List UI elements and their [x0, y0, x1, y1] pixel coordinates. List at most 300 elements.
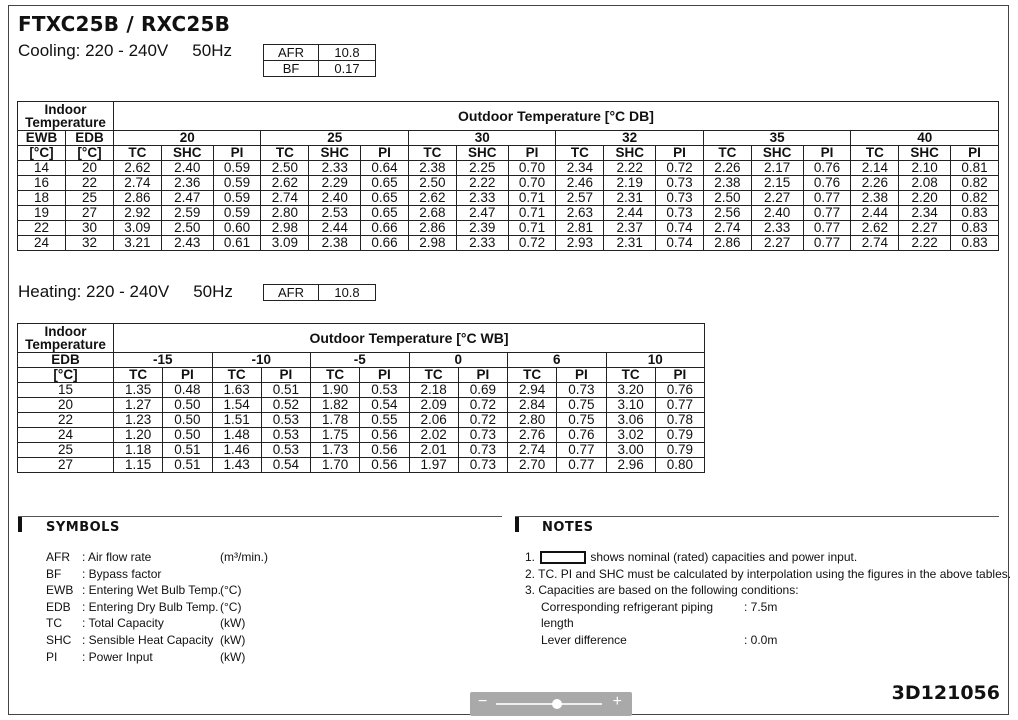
- edb-cell: 20: [66, 161, 114, 176]
- note-3: [525, 582, 1011, 599]
- heating-frequency: 50Hz: [193, 282, 233, 301]
- value-cell: 2.08: [899, 176, 951, 191]
- ewb-cell: 22: [18, 221, 66, 236]
- value-cell: 0.73: [458, 428, 507, 443]
- value-cell: 0.50: [163, 413, 212, 428]
- note-1: [525, 549, 1011, 566]
- value-cell: 0.54: [360, 398, 409, 413]
- cooling-subcol-shc: SHC: [161, 146, 213, 161]
- cooling-subcol-shc: SHC: [751, 146, 803, 161]
- value-cell: 2.20: [899, 191, 951, 206]
- table-row: [18, 413, 705, 428]
- heating-outdoor-temp-3: 0: [409, 353, 508, 368]
- symbol-item: [46, 649, 268, 666]
- note-1-text: shows nominal (rated) capacities and power input.: [590, 550, 858, 564]
- value-cell: 1.20: [114, 428, 163, 443]
- value-cell: 1.97: [409, 458, 458, 473]
- value-cell: 1.46: [212, 443, 261, 458]
- symbol-unit: (kW): [220, 632, 246, 647]
- heating-outdoor-temp-4: 6: [508, 353, 607, 368]
- value-cell: 2.62: [114, 161, 162, 176]
- value-cell: 3.21: [114, 236, 162, 251]
- value-cell: 2.56: [703, 206, 751, 221]
- heating-afr-value: 10.8: [319, 285, 376, 301]
- value-cell: 2.34: [556, 161, 604, 176]
- symbols-rule: [18, 516, 502, 517]
- value-cell: 2.27: [899, 221, 951, 236]
- value-cell: 0.77: [557, 458, 606, 473]
- heating-subcol-pi: PI: [360, 368, 409, 383]
- nominal-box-icon: [540, 551, 586, 564]
- value-cell: 1.35: [114, 383, 163, 398]
- value-cell: 2.25: [456, 161, 508, 176]
- heating-subcol-pi: PI: [163, 368, 212, 383]
- value-cell: 2.98: [408, 236, 456, 251]
- note-2-text: TC. PI and SHC must be calculated by interpolation using the figures in the above tables.: [538, 566, 1012, 581]
- condition-piping-label: Corresponding refrigerant piping length: [541, 599, 714, 631]
- value-cell: 3.06: [606, 413, 655, 428]
- edb-cell: 22: [18, 413, 114, 428]
- value-cell: 0.72: [458, 398, 507, 413]
- notes-list: [525, 549, 1011, 649]
- symbol-desc: : Sensible Heat Capacity: [82, 632, 214, 647]
- value-cell: 0.74: [656, 221, 704, 236]
- value-cell: 0.55: [360, 413, 409, 428]
- value-cell: 2.01: [409, 443, 458, 458]
- cooling-subcol-tc: TC: [114, 146, 162, 161]
- value-cell: 0.71: [508, 221, 556, 236]
- value-cell: 2.40: [309, 191, 361, 206]
- value-cell: 1.75: [311, 428, 360, 443]
- value-cell: 0.50: [163, 428, 212, 443]
- value-cell: 0.66: [361, 221, 409, 236]
- value-cell: 0.64: [361, 161, 409, 176]
- value-cell: 2.44: [604, 206, 656, 221]
- symbol-item: [46, 549, 268, 566]
- symbols-title: SYMBOLS: [46, 520, 120, 535]
- symbol-abbr: TC: [46, 616, 62, 631]
- value-cell: 3.00: [606, 443, 655, 458]
- note-2: [525, 566, 1011, 583]
- value-cell: 0.59: [213, 206, 261, 221]
- value-cell: 2.76: [508, 428, 557, 443]
- cooling-outdoor-header: Outdoor Temperature [°C DB]: [114, 102, 999, 131]
- value-cell: 0.51: [163, 443, 212, 458]
- value-cell: 2.74: [508, 443, 557, 458]
- note-3-text: Capacities are based on the following conditions:: [538, 583, 799, 598]
- edb-cell: 27: [18, 458, 114, 473]
- value-cell: 0.76: [557, 428, 606, 443]
- heating-afr-table: [263, 284, 376, 301]
- heating-subcol-tc: TC: [311, 368, 360, 383]
- edb-header: EDB: [66, 131, 114, 146]
- cooling-subcol-pi: PI: [361, 146, 409, 161]
- value-cell: 2.74: [114, 176, 162, 191]
- symbol-desc: : Entering Wet Bulb Temp.: [82, 583, 221, 598]
- value-cell: 2.38: [309, 236, 361, 251]
- cooling-outdoor-temp-2: 30: [408, 131, 555, 146]
- value-cell: 2.33: [456, 236, 508, 251]
- value-cell: 2.50: [408, 176, 456, 191]
- cooling-subcol-pi: PI: [803, 146, 851, 161]
- notes-marker: [515, 516, 519, 532]
- symbols-marker: [18, 516, 22, 532]
- edb-cell: 27: [66, 206, 114, 221]
- value-cell: 2.74: [261, 191, 309, 206]
- afr-value: 10.8: [319, 45, 376, 61]
- cooling-outdoor-temp-3: 32: [556, 131, 703, 146]
- value-cell: 3.09: [114, 221, 162, 236]
- cooling-subcol-shc: SHC: [604, 146, 656, 161]
- symbol-unit: (°C): [220, 599, 242, 614]
- value-cell: 2.86: [703, 236, 751, 251]
- symbol-desc: : Total Capacity: [82, 616, 164, 631]
- cooling-afr-bf-table: [263, 44, 376, 77]
- value-cell: 0.80: [655, 458, 704, 473]
- ewb-cell: 18: [18, 191, 66, 206]
- value-cell: 2.33: [456, 191, 508, 206]
- zoom-slider-handle[interactable]: [552, 699, 562, 709]
- heating-outdoor-temp-1: -10: [212, 353, 311, 368]
- value-cell: 1.27: [114, 398, 163, 413]
- value-cell: 2.38: [851, 191, 899, 206]
- note-1-number: 1.: [525, 550, 536, 564]
- value-cell: 0.71: [508, 191, 556, 206]
- ewb-header: EWB: [18, 131, 66, 146]
- cooling-capacity-table: [17, 101, 999, 251]
- zoom-in-button[interactable]: +: [612, 693, 622, 710]
- value-cell: 2.09: [409, 398, 458, 413]
- value-cell: 1.51: [212, 413, 261, 428]
- value-cell: 2.26: [703, 161, 751, 176]
- cooling-voltage: Cooling: 220 - 240V: [18, 41, 169, 60]
- bf-label: BF: [264, 61, 319, 77]
- value-cell: 2.27: [751, 236, 803, 251]
- heating-edb-header: EDB: [18, 353, 114, 368]
- symbol-unit: (kW): [220, 649, 246, 664]
- value-cell: 2.22: [899, 236, 951, 251]
- value-cell: 0.75: [557, 398, 606, 413]
- value-cell: 2.34: [899, 206, 951, 221]
- value-cell: 2.27: [751, 191, 803, 206]
- symbol-desc: : Air flow rate: [82, 550, 152, 564]
- value-cell: 0.53: [261, 413, 310, 428]
- value-cell: 2.33: [751, 221, 803, 236]
- value-cell: 1.15: [114, 458, 163, 473]
- value-cell: 2.57: [556, 191, 604, 206]
- value-cell: 2.37: [604, 221, 656, 236]
- edb-cell: 24: [18, 428, 114, 443]
- condition-level-label: Lever difference: [541, 632, 627, 647]
- value-cell: 1.18: [114, 443, 163, 458]
- symbol-item: [46, 582, 268, 599]
- value-cell: 2.59: [161, 206, 213, 221]
- cooling-subcol-shc: SHC: [309, 146, 361, 161]
- value-cell: 1.23: [114, 413, 163, 428]
- cooling-subcol-tc: TC: [556, 146, 604, 161]
- heating-outdoor-temp-0: -15: [114, 353, 213, 368]
- ewb-cell: 16: [18, 176, 66, 191]
- edb-cell: 30: [66, 221, 114, 236]
- cooling-subcol-pi: PI: [213, 146, 261, 161]
- value-cell: 2.39: [456, 221, 508, 236]
- value-cell: 0.65: [361, 191, 409, 206]
- value-cell: 0.77: [803, 236, 851, 251]
- heating-subcol-pi: PI: [655, 368, 704, 383]
- heating-subcol-tc: TC: [212, 368, 261, 383]
- value-cell: 2.53: [309, 206, 361, 221]
- value-cell: 3.20: [606, 383, 655, 398]
- edb-cell: 15: [18, 383, 114, 398]
- edb-cell: 25: [66, 191, 114, 206]
- value-cell: 2.62: [851, 221, 899, 236]
- symbol-unit: (°C): [220, 583, 242, 598]
- cooling-outdoor-temp-4: 35: [703, 131, 850, 146]
- value-cell: 1.54: [212, 398, 261, 413]
- value-cell: 0.77: [557, 443, 606, 458]
- symbol-item: [46, 615, 268, 632]
- notes-rule: [515, 516, 999, 517]
- symbol-unit: (m³/min.): [220, 550, 268, 564]
- value-cell: 0.73: [656, 191, 704, 206]
- value-cell: 0.73: [656, 176, 704, 191]
- heating-outdoor-header: Outdoor Temperature [°C WB]: [114, 324, 705, 353]
- value-cell: 2.47: [161, 191, 213, 206]
- value-cell: 2.68: [408, 206, 456, 221]
- value-cell: 2.44: [851, 206, 899, 221]
- cooling-subcol-shc: SHC: [456, 146, 508, 161]
- value-cell: 0.73: [557, 383, 606, 398]
- value-cell: 0.59: [213, 191, 261, 206]
- value-cell: 0.66: [361, 236, 409, 251]
- cooling-outdoor-temp-0: 20: [114, 131, 261, 146]
- value-cell: 0.77: [803, 191, 851, 206]
- table-row: [18, 398, 705, 413]
- value-cell: 0.65: [361, 176, 409, 191]
- value-cell: 2.19: [604, 176, 656, 191]
- value-cell: 2.74: [851, 236, 899, 251]
- value-cell: 2.38: [408, 161, 456, 176]
- symbol-abbr: AFR: [46, 550, 70, 564]
- value-cell: 2.26: [851, 176, 899, 191]
- heating-indoor-header: Indoor Temperature: [18, 324, 114, 353]
- edb-cell: 20: [18, 398, 114, 413]
- table-row: [18, 236, 999, 251]
- value-cell: 2.22: [604, 161, 656, 176]
- bf-value: 0.17: [319, 61, 376, 77]
- value-cell: 0.61: [213, 236, 261, 251]
- cooling-indoor-header: Indoor Temperature: [18, 102, 114, 131]
- value-cell: 2.62: [261, 176, 309, 191]
- heating-voltage: Heating: 220 - 240V: [18, 282, 170, 301]
- symbol-abbr: EWB: [46, 583, 74, 598]
- value-cell: 2.93: [556, 236, 604, 251]
- heating-subcol-tc: TC: [409, 368, 458, 383]
- table-row: [18, 176, 999, 191]
- heating-subcol-pi: PI: [458, 368, 507, 383]
- table-row: [18, 161, 999, 176]
- value-cell: 2.10: [899, 161, 951, 176]
- value-cell: 0.74: [656, 236, 704, 251]
- table-row: [18, 206, 999, 221]
- value-cell: 1.63: [212, 383, 261, 398]
- ewb-cell: 19: [18, 206, 66, 221]
- zoom-out-button[interactable]: −: [478, 693, 488, 710]
- heating-edb-unit: [°C]: [18, 368, 114, 383]
- symbol-abbr: PI: [46, 649, 58, 664]
- value-cell: 0.48: [163, 383, 212, 398]
- value-cell: 2.38: [703, 176, 751, 191]
- value-cell: 0.76: [803, 161, 851, 176]
- heating-subcol-pi: PI: [557, 368, 606, 383]
- afr-label: AFR: [264, 45, 319, 61]
- value-cell: 0.76: [655, 383, 704, 398]
- cooling-subcol-tc: TC: [703, 146, 751, 161]
- cooling-subcol-tc: TC: [851, 146, 899, 161]
- value-cell: 0.51: [261, 383, 310, 398]
- condition-level-value: : 0.0m: [744, 632, 778, 647]
- heating-subcol-pi: PI: [261, 368, 310, 383]
- table-row: [18, 443, 705, 458]
- table-row: [18, 221, 999, 236]
- value-cell: 0.79: [655, 443, 704, 458]
- value-cell: 0.56: [360, 428, 409, 443]
- value-cell: 1.78: [311, 413, 360, 428]
- heating-capacity-table: [17, 323, 705, 473]
- value-cell: 2.98: [261, 221, 309, 236]
- value-cell: 0.78: [655, 413, 704, 428]
- condition-piping-value: : 7.5m: [744, 599, 778, 614]
- value-cell: 2.74: [703, 221, 751, 236]
- value-cell: 0.77: [803, 206, 851, 221]
- cooling-outdoor-temp-1: 25: [261, 131, 408, 146]
- value-cell: 2.62: [408, 191, 456, 206]
- value-cell: 0.79: [655, 428, 704, 443]
- value-cell: 0.56: [360, 458, 409, 473]
- value-cell: 2.17: [751, 161, 803, 176]
- model-title: FTXC25B / RXC25B: [18, 12, 231, 36]
- value-cell: 0.75: [557, 413, 606, 428]
- cooling-subcol-pi: PI: [656, 146, 704, 161]
- heating-subcol-tc: TC: [508, 368, 557, 383]
- value-cell: 0.59: [213, 176, 261, 191]
- value-cell: 2.86: [114, 191, 162, 206]
- value-cell: 0.69: [458, 383, 507, 398]
- value-cell: 0.73: [458, 443, 507, 458]
- value-cell: 0.72: [656, 161, 704, 176]
- value-cell: 2.33: [309, 161, 361, 176]
- value-cell: 0.83: [951, 221, 999, 236]
- value-cell: 0.65: [361, 206, 409, 221]
- value-cell: 2.70: [508, 458, 557, 473]
- edb-cell: 32: [66, 236, 114, 251]
- value-cell: 0.60: [213, 221, 261, 236]
- zoom-control[interactable]: [470, 692, 632, 716]
- value-cell: 0.54: [261, 458, 310, 473]
- heating-subcol-tc: TC: [114, 368, 163, 383]
- value-cell: 0.51: [163, 458, 212, 473]
- symbol-item: [46, 599, 268, 616]
- value-cell: 0.50: [163, 398, 212, 413]
- ewb-cell: 14: [18, 161, 66, 176]
- value-cell: 2.50: [161, 221, 213, 236]
- value-cell: 0.76: [803, 176, 851, 191]
- value-cell: 2.63: [556, 206, 604, 221]
- value-cell: 0.56: [360, 443, 409, 458]
- zoom-slider-track[interactable]: [496, 703, 602, 705]
- symbol-item: [46, 566, 268, 583]
- table-row: [18, 191, 999, 206]
- value-cell: 2.80: [261, 206, 309, 221]
- table-row: [18, 383, 705, 398]
- cooling-subcol-pi: PI: [508, 146, 556, 161]
- value-cell: 0.53: [261, 443, 310, 458]
- value-cell: 0.82: [951, 191, 999, 206]
- condition-piping-length: [525, 599, 1011, 632]
- table-row: [18, 458, 705, 473]
- heating-outdoor-temp-2: -5: [311, 353, 410, 368]
- value-cell: 2.22: [456, 176, 508, 191]
- value-cell: 0.77: [655, 398, 704, 413]
- value-cell: 2.50: [703, 191, 751, 206]
- heating-outdoor-temp-5: 10: [606, 353, 705, 368]
- cooling-subcol-shc: SHC: [899, 146, 951, 161]
- value-cell: 1.43: [212, 458, 261, 473]
- cooling-subcol-pi: PI: [951, 146, 999, 161]
- symbol-abbr: SHC: [46, 632, 72, 647]
- value-cell: 2.94: [508, 383, 557, 398]
- value-cell: 1.90: [311, 383, 360, 398]
- value-cell: 0.52: [261, 398, 310, 413]
- value-cell: 1.73: [311, 443, 360, 458]
- ewb-unit: [°C]: [18, 146, 66, 161]
- cooling-outdoor-temp-5: 40: [851, 131, 999, 146]
- value-cell: 2.40: [161, 161, 213, 176]
- notes-title: NOTES: [542, 520, 594, 535]
- ewb-cell: 24: [18, 236, 66, 251]
- value-cell: 0.77: [803, 221, 851, 236]
- value-cell: 2.40: [751, 206, 803, 221]
- value-cell: 0.82: [951, 176, 999, 191]
- value-cell: 2.81: [556, 221, 604, 236]
- note-3-number: 3.: [525, 583, 536, 598]
- edb-cell: 25: [18, 443, 114, 458]
- value-cell: 1.82: [311, 398, 360, 413]
- value-cell: 1.48: [212, 428, 261, 443]
- symbol-desc: : Entering Dry Bulb Temp.: [82, 599, 219, 614]
- value-cell: 2.44: [309, 221, 361, 236]
- value-cell: 2.80: [508, 413, 557, 428]
- value-cell: 2.31: [604, 236, 656, 251]
- value-cell: 0.53: [261, 428, 310, 443]
- edb-cell: 22: [66, 176, 114, 191]
- value-cell: 2.31: [604, 191, 656, 206]
- value-cell: 0.59: [213, 161, 261, 176]
- value-cell: 0.73: [656, 206, 704, 221]
- value-cell: 2.50: [261, 161, 309, 176]
- value-cell: 2.96: [606, 458, 655, 473]
- edb-unit: [°C]: [66, 146, 114, 161]
- cooling-condition: [18, 41, 232, 61]
- cooling-subcol-tc: TC: [261, 146, 309, 161]
- value-cell: 0.72: [508, 236, 556, 251]
- symbol-item: [46, 632, 268, 649]
- symbol-desc: : Bypass factor: [82, 566, 162, 581]
- cooling-subcol-tc: TC: [408, 146, 456, 161]
- value-cell: 2.84: [508, 398, 557, 413]
- value-cell: 0.72: [458, 413, 507, 428]
- value-cell: 0.83: [951, 236, 999, 251]
